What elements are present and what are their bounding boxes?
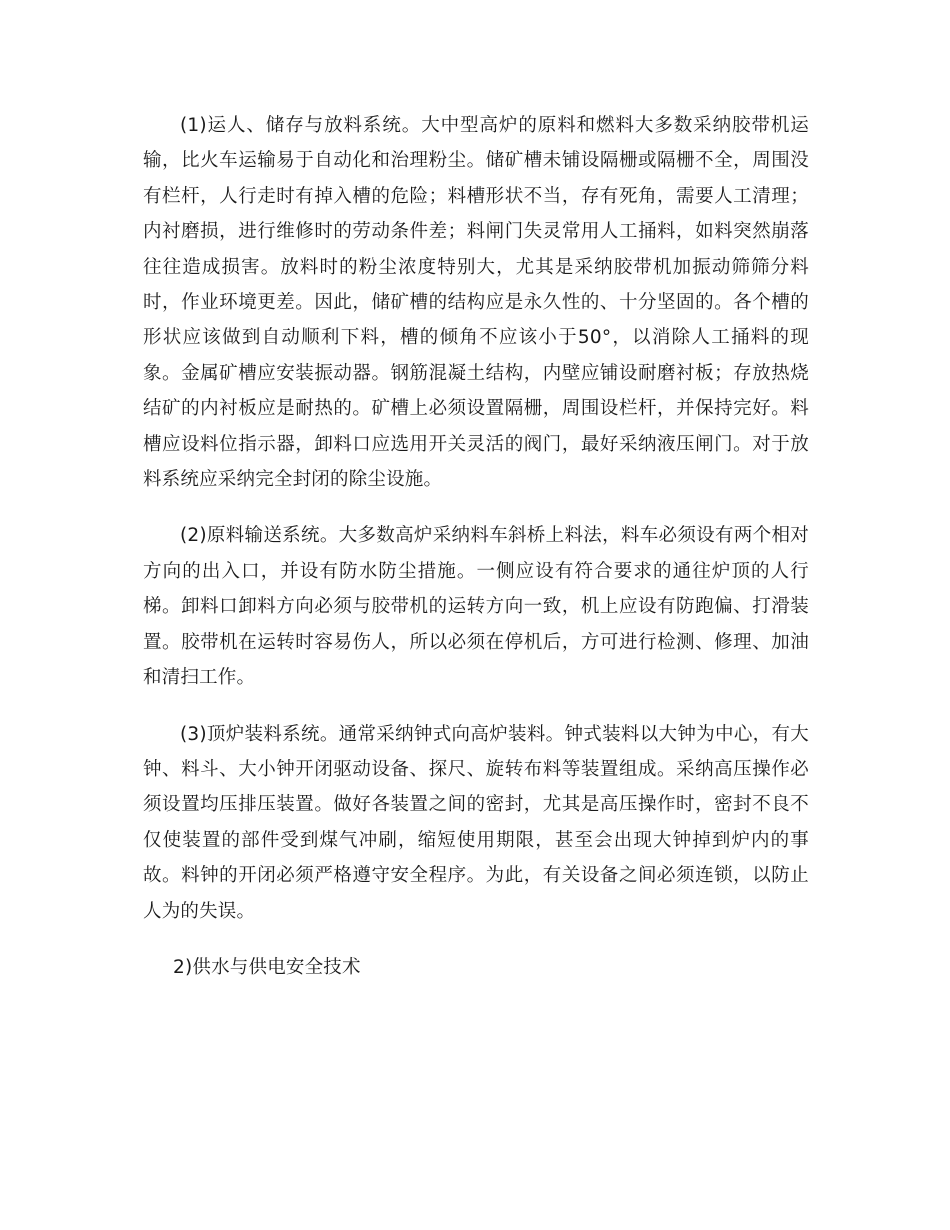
paragraph-material-conveying-system: (2)原料输送系统。大多数高炉采纳料车斜桥上料法，料车必须设有两个相对方向的出入口，并设有防水防尘措施。一侧应设有符合要求的通往炉顶的人行梯。卸料口卸料方向必须与胶带机的运转方向一致，机上应设有防跑偏、打滑装置。胶带机在运转时容易伤人，所以必须在停机后，方可进行检测、修理、加油和清扫工作。 bbox=[143, 525, 809, 689]
document-body bbox=[143, 108, 809, 985]
paragraph-charging-storage-system: (1)运人、储存与放料系统。大中型高炉的原料和燃料大多数采纳胶带机运输，比火车运输易于自动化和治理粉尘。储矿槽未铺设隔栅或隔栅不全，周围没有栏杆，人行走时有掉入槽的危险；料槽形状不当，存有死角，需要人工清理；内衬磨损，进行维修时的劳动条件差；料闸门失灵常用人工捅料，如料突然崩落往往造成损害。放料时的粉尘浓度特别大，尤其是采纳胶带机加振动筛筛分料时，作业环境更差。因此，储矿槽的结构应是永久性的、十分坚固的。各个槽的形状应该做到自动顺利下料，槽的倾角不应该小于50°，以消除人工捅料的现象。金属矿槽应安装振动器。钢筋混凝土结构，内壁应铺设耐磨衬板；存放热烧结矿的内衬板应是耐热的。矿槽上必须设置隔栅，周围设栏杆，并保持完好。料槽应设料位指示器，卸料口应选用开关灵活的阀门，最好采纳液压闸门。对于放料系统应采纳完全封闭的除尘设施。 bbox=[143, 115, 809, 491]
paragraph-top-charging-system: (3)顶炉装料系统。通常采纳钟式向高炉装料。钟式装料以大钟为中心，有大钟、料斗、大小钟开闭驱动设备、探尺、旋转布料等装置组成。采纳高压操作必须设置均压排压装置。做好各装置之间的密封，尤其是高压操作时，密封不良不仅使装置的部件受到煤气冲刷，缩短使用期限，甚至会出现大钟掉到炉内的事故。料钟的开闭必须严格遵守安全程序。为此，有关设备之间必须连锁，以防止人为的失误。 bbox=[143, 723, 809, 922]
section-heading-water-power-supply: 2)供水与供电安全技术 bbox=[173, 956, 361, 978]
